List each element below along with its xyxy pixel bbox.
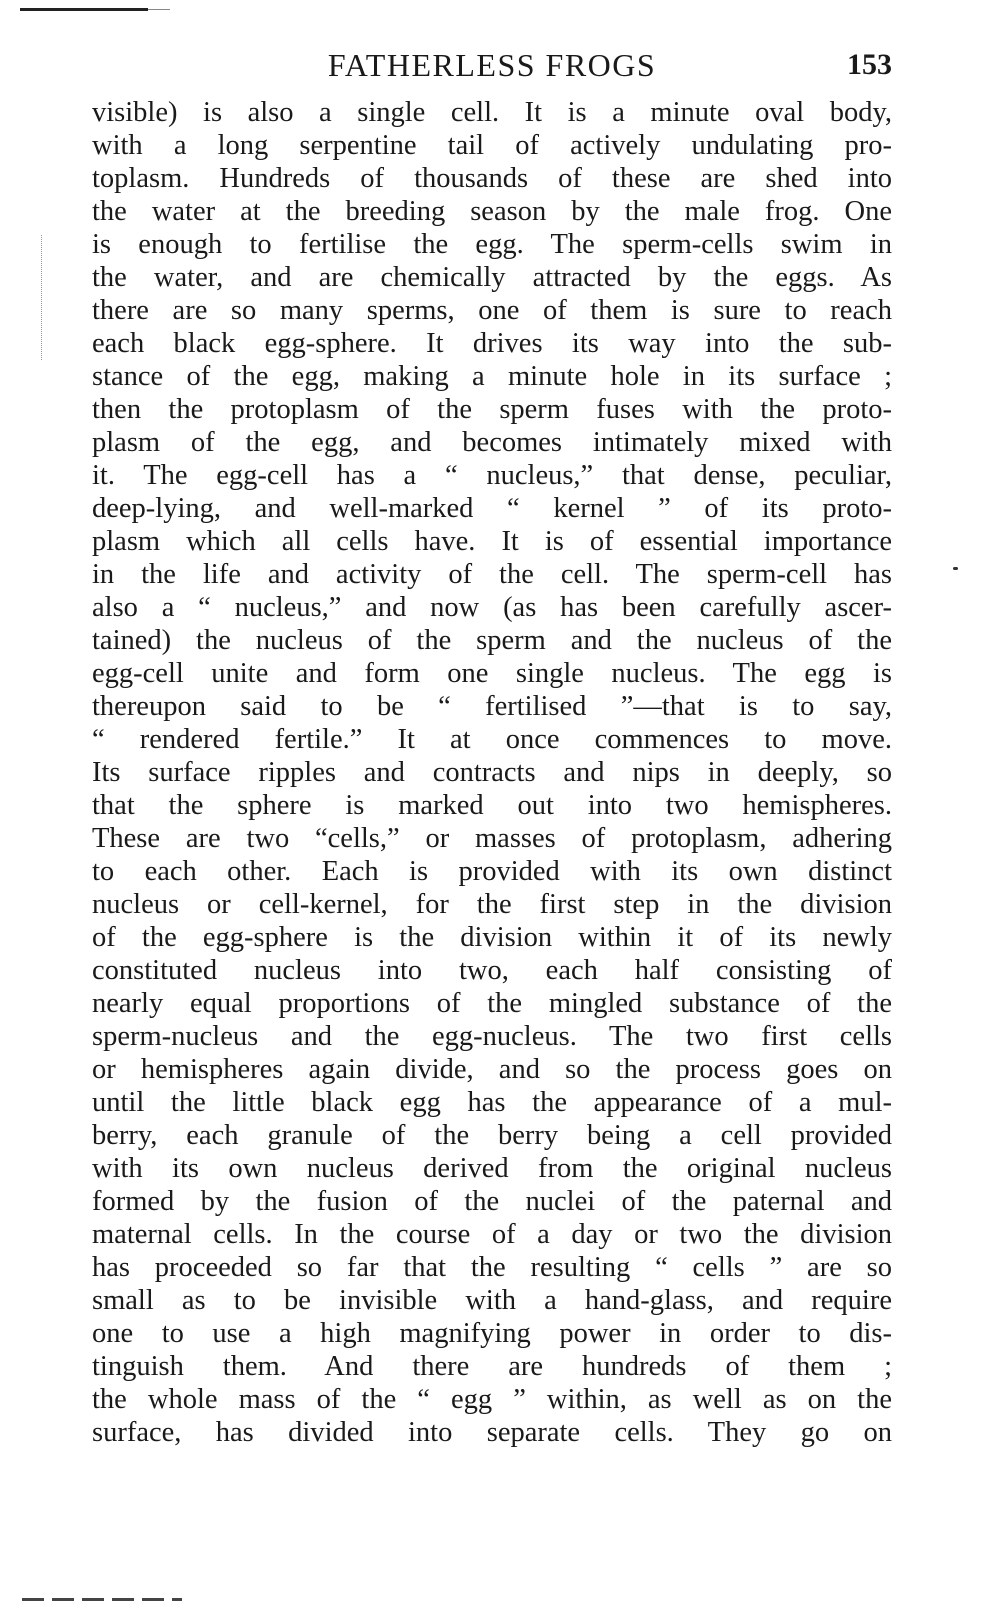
- text-line: small as to be invisible with a hand-glass, and require: [92, 1285, 892, 1316]
- text-line: surface, has divided into separate cells. They go on: [92, 1417, 892, 1448]
- text-line: also a “ nucleus,” and now (as has been carefully ascer-: [92, 592, 892, 623]
- text-line: the water at the breeding season by the male frog. One: [92, 196, 892, 227]
- text-line: plasm of the egg, and becomes intimately mixed with: [92, 427, 892, 458]
- text-line: tained) the nucleus of the sperm and the nucleus of the: [92, 625, 892, 656]
- text-line: These are two “cells,” or masses of protoplasm, adhering: [92, 823, 892, 854]
- text-line: constituted nucleus into two, each half consisting of: [92, 955, 892, 986]
- text-line: maternal cells. In the course of a day or two the division: [92, 1219, 892, 1250]
- text-line: “ rendered fertile.” It at once commences to move.: [92, 724, 892, 755]
- text-line: toplasm. Hundreds of thousands of these are shed into: [92, 163, 892, 194]
- text-line: that the sphere is marked out into two hemispheres.: [92, 790, 892, 821]
- page-number: 153: [847, 48, 892, 81]
- text-line: until the little black egg has the appearance of a mul-: [92, 1087, 892, 1118]
- text-line: egg-cell unite and form one single nucleus. The egg is: [92, 658, 892, 689]
- text-line: is enough to fertilise the egg. The sperm-cells swim in: [92, 229, 892, 260]
- page-header: [92, 44, 892, 86]
- text-line: or hemispheres again divide, and so the process goes on: [92, 1054, 892, 1085]
- bottom-edge-marks: [22, 1598, 182, 1601]
- text-line: each black egg-sphere. It drives its way into the sub-: [92, 328, 892, 359]
- text-line: with a long serpentine tail of actively undulating pro-: [92, 130, 892, 161]
- text-line: plasm which all cells have. It is of essential importance: [92, 526, 892, 557]
- text-line: deep-lying, and well-marked “ kernel ” of its proto-: [92, 493, 892, 524]
- running-title: FATHERLESS FROGS: [327, 47, 657, 83]
- text-line: nearly equal proportions of the mingled substance of the: [92, 988, 892, 1019]
- margin-speck: [953, 567, 958, 570]
- text-line: visible) is also a single cell. It is a minute oval body,: [92, 97, 892, 128]
- text-line: Its surface ripples and contracts and nips in deeply, so: [92, 757, 892, 788]
- margin-binding-marks: [41, 235, 44, 360]
- text-line: formed by the fusion of the nuclei of the paternal and: [92, 1186, 892, 1217]
- text-line: one to use a high magnifying power in order to dis-: [92, 1318, 892, 1349]
- text-line: to each other. Each is provided with its own distinct: [92, 856, 892, 887]
- text-line: with its own nucleus derived from the original nucleus: [92, 1153, 892, 1184]
- text-line: tinguish them. And there are hundreds of them ;: [92, 1351, 892, 1382]
- text-line: of the egg-sphere is the division within it of its newly: [92, 922, 892, 953]
- body-text: [92, 96, 892, 1449]
- text-line: the whole mass of the “ egg ” within, as well as on the: [92, 1384, 892, 1415]
- text-line: has proceeded so far that the resulting “ cells ” are so: [92, 1252, 892, 1283]
- text-line: berry, each granule of the berry being a cell provided: [92, 1120, 892, 1151]
- text-line: the water, and are chemically attracted by the eggs. As: [92, 262, 892, 293]
- top-edge-rule: [20, 8, 148, 11]
- text-line: stance of the egg, making a minute hole in its surface ;: [92, 361, 892, 392]
- text-line: in the life and activity of the cell. The sperm-cell has: [92, 559, 892, 590]
- text-line: it. The egg-cell has a “ nucleus,” that dense, peculiar,: [92, 460, 892, 491]
- top-edge-rule-tail: [148, 9, 170, 10]
- text-line: there are so many sperms, one of them is sure to reach: [92, 295, 892, 326]
- text-line: nucleus or cell-kernel, for the first step in the division: [92, 889, 892, 920]
- text-line: then the protoplasm of the sperm fuses with the proto-: [92, 394, 892, 425]
- text-line: thereupon said to be “ fertilised ”—that is to say,: [92, 691, 892, 722]
- text-line: sperm-nucleus and the egg-nucleus. The two first cells: [92, 1021, 892, 1052]
